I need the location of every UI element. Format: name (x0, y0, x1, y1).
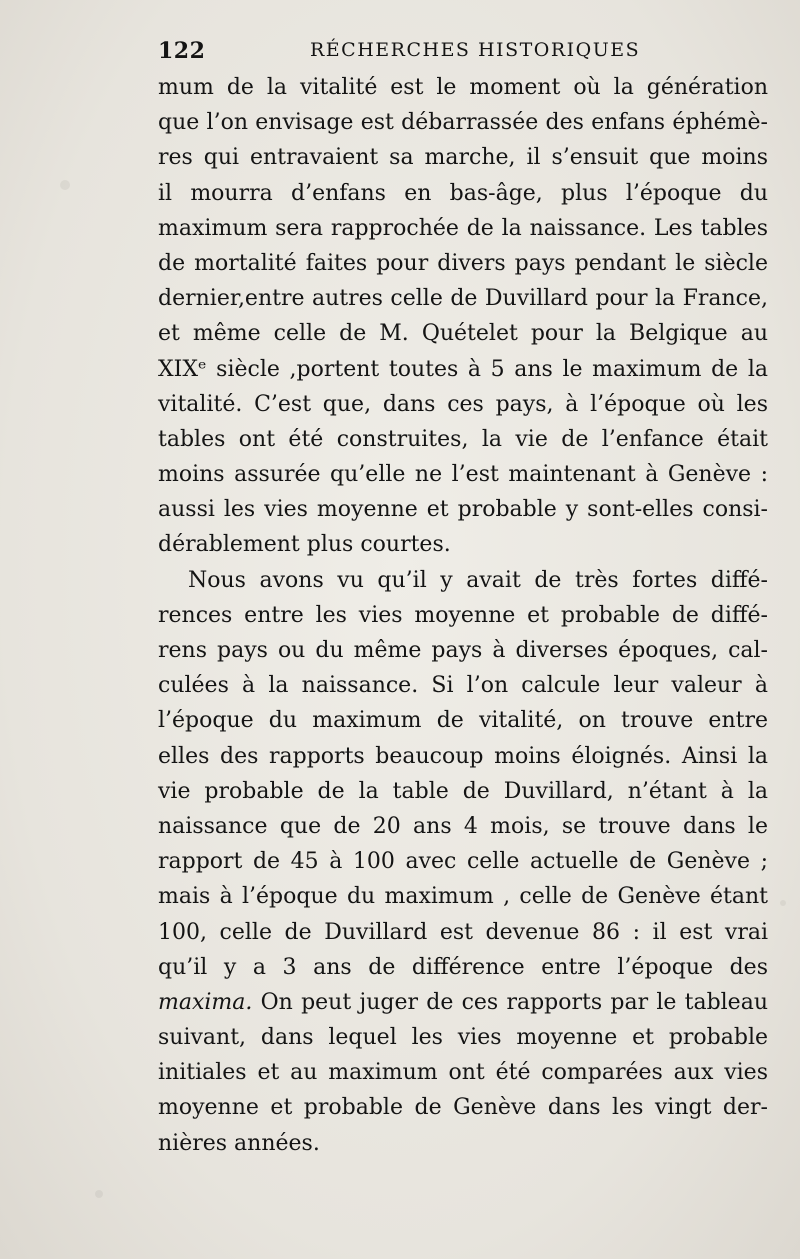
text-line: 100, celle de Duvillard est devenue 86 : il est vrai (158, 919, 768, 945)
text-line: vitalité. C’est que, dans ces pays, à l’époque où les (158, 391, 768, 417)
text-line: mum de la vitalité est le moment où la génération (158, 75, 768, 100)
text-line: l’époque du maximum de vitalité, on trouve entre (158, 708, 768, 734)
paragraph-2 (158, 563, 768, 1161)
text-line: culées à la naissance. Si l’on calcule leur valeur à (158, 673, 768, 699)
text-line: moyenne et probable de Genève dans les vingt der- (158, 1095, 768, 1121)
page-header (158, 38, 768, 68)
text-line: que l’on envisage est débarrassée des enfans éphémè- (158, 110, 768, 136)
paper-speck (780, 900, 786, 906)
text-line: de mortalité faites pour divers pays pendant le siècle (158, 250, 768, 276)
paper-speck (60, 180, 70, 190)
italic-word: maxima. (158, 989, 253, 1015)
text-line: dérablement plus courtes. (158, 532, 451, 558)
text-line: rapport de 45 à 100 avec celle actuelle de Genève ; (158, 849, 768, 875)
running-title: RÉCHERCHES HISTORIQUES (310, 39, 641, 61)
text-run: On peut juger de ces rapports par le tableau (252, 989, 768, 1015)
text-line: naissance que de 20 ans 4 mois, se trouve dans le (158, 813, 768, 839)
text-line: rences entre les vies moyenne et probable de diffé- (158, 602, 768, 628)
paper-speck (95, 1190, 103, 1198)
text-line: dernier,entre autres celle de Duvillard pour la France, (158, 286, 768, 312)
body-text (158, 70, 768, 1161)
text-line: et même celle de M. Quételet pour la Belgique au (158, 321, 768, 347)
text-line: XIXᵉ siècle ,portent toutes à 5 ans le maximum de la (158, 356, 768, 382)
text-line: moins assurée qu’elle ne l’est maintenant à Genève : (158, 462, 768, 488)
text-line: res qui entravaient sa marche, il s’ensuit que moins (158, 145, 768, 171)
text-line: tables ont été construites, la vie de l’enfance était (158, 426, 768, 452)
text-line: rens pays ou du même pays à diverses époques, cal- (158, 638, 768, 663)
text-line: qu’il y a 3 ans de différence entre l’époque des (158, 954, 768, 980)
text-line: vie probable de la table de Duvillard, n’étant à la (158, 778, 768, 804)
text-line: initiales et au maximum ont été comparées aux vies (158, 1060, 768, 1086)
text-line: Nous avons vu qu’il y avait de très fortes diffé- (188, 567, 768, 593)
text-line: aussi les vies moyenne et probable y sont-elles consi- (158, 497, 768, 523)
text-line: suivant, dans lequel les vies moyenne et probable (158, 1025, 768, 1051)
paragraph-1 (158, 70, 768, 563)
text-line: maximum sera rapprochée de la naissance. Les tables (158, 215, 768, 241)
page-number: 122 (158, 38, 206, 64)
text-line: nières années. (158, 1130, 320, 1156)
text-line: il mourra d’enfans en bas-âge, plus l’époque du (158, 180, 768, 206)
text-line: mais à l’époque du maximum , celle de Genève étant (158, 884, 768, 910)
text-line (158, 985, 768, 1020)
text-line: elles des rapports beaucoup moins éloignés. Ainsi la (158, 743, 768, 769)
